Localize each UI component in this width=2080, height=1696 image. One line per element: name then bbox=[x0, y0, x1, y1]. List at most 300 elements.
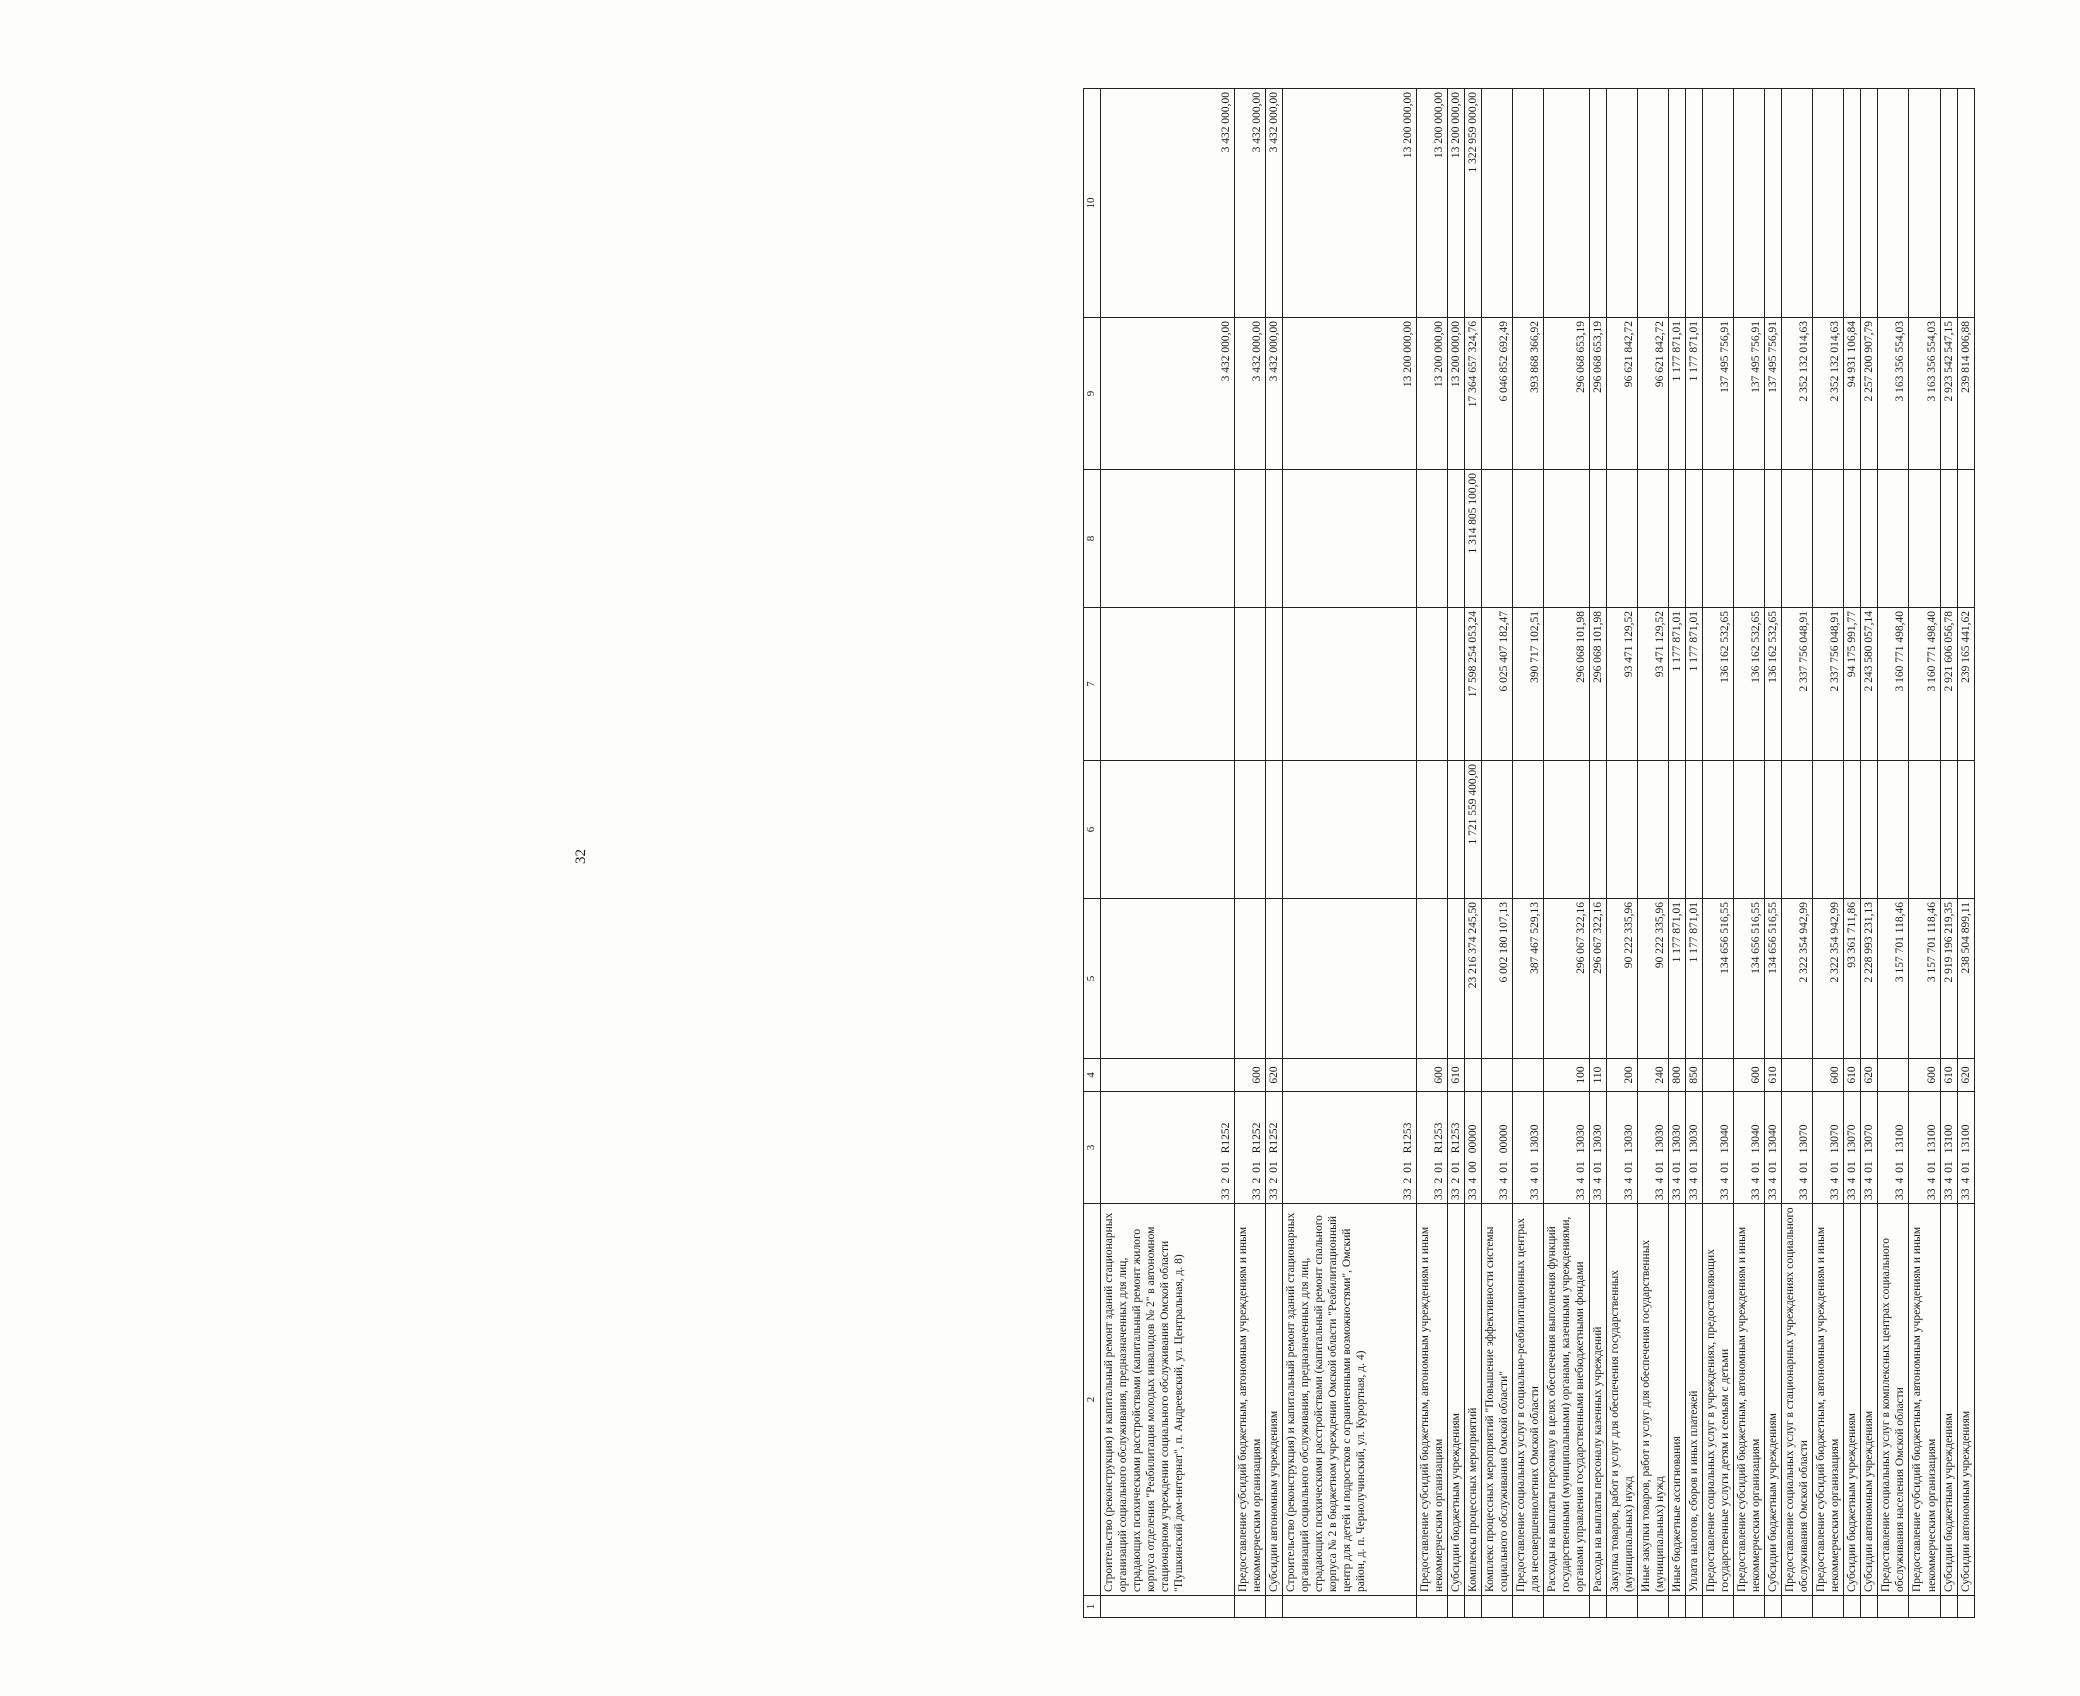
table-row bbox=[1607, 89, 1638, 1618]
amount-col10-cell bbox=[1782, 89, 1813, 318]
code-part-c4: 13100 bbox=[1959, 1124, 1972, 1154]
code-part-c3: 01 bbox=[1575, 1161, 1588, 1173]
table-row bbox=[1417, 89, 1448, 1618]
code-part-c2: 2 bbox=[1219, 1177, 1232, 1184]
amount-col7-cell: 3 160 771 498,40 bbox=[1878, 608, 1909, 761]
amount-col6-cell bbox=[1782, 761, 1813, 899]
expense-type-cell: 100 bbox=[1544, 1059, 1590, 1092]
code-parts bbox=[1687, 1095, 1701, 1200]
budget-table bbox=[1083, 88, 1975, 1618]
table-row bbox=[1940, 89, 1957, 1618]
amount-col9-cell: 96 621 842,72 bbox=[1607, 318, 1638, 470]
row-number-cell bbox=[1957, 1596, 1974, 1618]
code-parts bbox=[1766, 1095, 1780, 1200]
amount-col8-cell bbox=[1417, 470, 1448, 608]
code-part-c1: 33 bbox=[1959, 1188, 1972, 1200]
code-part-c2: 4 bbox=[1959, 1177, 1972, 1184]
row-number-cell bbox=[1417, 1596, 1448, 1618]
code-part-c2: 4 bbox=[1829, 1177, 1842, 1184]
amount-col6-cell bbox=[1669, 761, 1686, 899]
budget-code-cell bbox=[1686, 1092, 1703, 1204]
code-part-c4: R1253 bbox=[1402, 1122, 1415, 1154]
amount-col5-cell: 387 467 529,13 bbox=[1513, 899, 1544, 1059]
amount-col7-cell: 136 162 532,65 bbox=[1765, 608, 1782, 761]
budget-code-cell bbox=[1844, 1092, 1861, 1204]
amount-col9-cell: 2 352 132 014,63 bbox=[1782, 318, 1813, 470]
code-part-c1: 33 bbox=[1767, 1188, 1780, 1200]
table-body bbox=[1101, 89, 1975, 1618]
row-number-cell bbox=[1544, 1596, 1590, 1618]
code-part-c4: R1253 bbox=[1433, 1122, 1446, 1154]
amount-col10-cell bbox=[1813, 89, 1844, 318]
amount-col8-cell bbox=[1283, 470, 1417, 608]
amount-col8-cell bbox=[1878, 470, 1909, 608]
amount-col5-cell bbox=[1417, 899, 1448, 1059]
code-part-c1: 33 bbox=[1863, 1188, 1876, 1200]
amount-col7-cell bbox=[1266, 608, 1283, 761]
header-cell: 4 bbox=[1084, 1059, 1101, 1092]
table-row bbox=[1590, 89, 1607, 1618]
amount-col6-cell bbox=[1607, 761, 1638, 899]
amount-col7-cell bbox=[1235, 608, 1266, 761]
amount-col10-cell bbox=[1607, 89, 1638, 318]
item-name-cell: Предоставление социальных услуг в учреждениях, предоставляющих государственные услуги детям и семьям с детьми bbox=[1703, 1204, 1734, 1596]
amount-col10-cell bbox=[1940, 89, 1957, 318]
header-cell: 8 bbox=[1084, 470, 1101, 608]
amount-col7-cell: 1 177 871,01 bbox=[1669, 608, 1686, 761]
amount-col9-cell: 17 364 657 324,76 bbox=[1465, 318, 1482, 470]
code-part-c3: 01 bbox=[1863, 1161, 1876, 1173]
code-part-c2: 2 bbox=[1433, 1177, 1446, 1184]
amount-col7-cell: 1 177 871,01 bbox=[1686, 608, 1703, 761]
amount-col6-cell bbox=[1283, 761, 1417, 899]
table-row bbox=[1283, 89, 1417, 1618]
code-parts bbox=[1401, 1095, 1415, 1200]
budget-code-cell bbox=[1782, 1092, 1813, 1204]
amount-col9-cell: 3 163 356 554,03 bbox=[1878, 318, 1909, 470]
amount-col8-cell bbox=[1235, 470, 1266, 608]
row-number-cell bbox=[1844, 1596, 1861, 1618]
amount-col7-cell: 2 921 606 056,78 bbox=[1940, 608, 1957, 761]
code-parts bbox=[1574, 1095, 1588, 1200]
amount-col6-cell bbox=[1765, 761, 1782, 899]
item-name-cell: Расходы на выплаты персоналу казенных учреждений bbox=[1590, 1204, 1607, 1596]
amount-col5-cell: 3 157 701 118,46 bbox=[1878, 899, 1909, 1059]
header-cell: 2 bbox=[1084, 1204, 1101, 1596]
code-part-c4: R1252 bbox=[1219, 1122, 1232, 1154]
table-row bbox=[1703, 89, 1734, 1618]
amount-col6-cell bbox=[1482, 761, 1513, 899]
budget-code-cell bbox=[1513, 1092, 1544, 1204]
table-row bbox=[1686, 89, 1703, 1618]
amount-col7-cell: 2 337 756 048,91 bbox=[1782, 608, 1813, 761]
code-part-c4: 00000 bbox=[1498, 1124, 1511, 1154]
row-number-cell bbox=[1590, 1596, 1607, 1618]
budget-code-cell bbox=[1417, 1092, 1448, 1204]
table-row bbox=[1878, 89, 1909, 1618]
budget-code-cell bbox=[1909, 1092, 1940, 1204]
code-part-c4: 13070 bbox=[1798, 1124, 1811, 1154]
amount-col10-cell bbox=[1590, 89, 1607, 318]
amount-col7-cell bbox=[1101, 608, 1235, 761]
code-part-c4: 13100 bbox=[1925, 1124, 1938, 1154]
expense-type-cell: 800 bbox=[1669, 1059, 1686, 1092]
amount-col6-cell bbox=[1638, 761, 1669, 899]
amount-col5-cell: 2 322 354 942,99 bbox=[1782, 899, 1813, 1059]
amount-col5-cell bbox=[1283, 899, 1417, 1059]
item-name-cell: Строительство (реконструкция) и капитальный ремонт зданий стационарных организаций социального обслуживания, предназначенных для лиц, страдающих психическими расстройствами (капитальный ремонт жилого корпуса отделения "Реабилитация молодых инвалидов № 2" в автономном стационарном учреждении социального обслуживания Омской области "Пушкинский дом-интернат", п. Андреевский, ул. Центральная, д. 8) bbox=[1101, 1204, 1235, 1596]
code-part-c1: 33 bbox=[1402, 1188, 1415, 1200]
row-number-cell bbox=[1813, 1596, 1844, 1618]
amount-col8-cell bbox=[1703, 470, 1734, 608]
code-part-c2: 2 bbox=[1402, 1177, 1415, 1184]
code-part-c2: 2 bbox=[1251, 1177, 1264, 1184]
amount-col9-cell: 137 495 756,91 bbox=[1734, 318, 1765, 470]
code-part-c3: 01 bbox=[1251, 1161, 1264, 1173]
amount-col8-cell bbox=[1909, 470, 1940, 608]
code-part-c3: 01 bbox=[1959, 1161, 1972, 1173]
code-parts bbox=[1497, 1095, 1511, 1200]
amount-col7-cell bbox=[1448, 608, 1465, 761]
amount-col7-cell: 390 717 102,51 bbox=[1513, 608, 1544, 761]
amount-col9-cell: 1 177 871,01 bbox=[1686, 318, 1703, 470]
item-name-cell: Субсидии бюджетным учреждениям bbox=[1448, 1204, 1465, 1596]
item-name-cell: Иные бюджетные ассигнования bbox=[1669, 1204, 1686, 1596]
code-part-c1: 33 bbox=[1671, 1188, 1684, 1200]
table-row bbox=[1861, 89, 1878, 1618]
amount-col7-cell: 296 068 101,98 bbox=[1590, 608, 1607, 761]
amount-col9-cell: 3 432 000,00 bbox=[1101, 318, 1235, 470]
amount-col6-cell bbox=[1909, 761, 1940, 899]
table-row bbox=[1266, 89, 1283, 1618]
row-number-cell bbox=[1283, 1596, 1417, 1618]
expense-type-cell: 600 bbox=[1235, 1059, 1266, 1092]
expense-type-cell: 610 bbox=[1844, 1059, 1861, 1092]
amount-col8-cell bbox=[1765, 470, 1782, 608]
amount-col5-cell: 134 656 516,55 bbox=[1765, 899, 1782, 1059]
amount-col8-cell bbox=[1544, 470, 1590, 608]
amount-col10-cell bbox=[1909, 89, 1940, 318]
code-part-c1: 33 bbox=[1623, 1188, 1636, 1200]
amount-col6-cell bbox=[1417, 761, 1448, 899]
code-part-c2: 4 bbox=[1467, 1177, 1480, 1184]
code-part-c3: 01 bbox=[1671, 1161, 1684, 1173]
item-name-cell: Субсидии автономным учреждениям bbox=[1266, 1204, 1283, 1596]
code-part-c2: 2 bbox=[1268, 1177, 1281, 1184]
code-part-c3: 00 bbox=[1467, 1161, 1480, 1173]
row-number-cell bbox=[1765, 1596, 1782, 1618]
item-name-cell: Субсидии бюджетным учреждениям bbox=[1765, 1204, 1782, 1596]
expense-type-cell: 620 bbox=[1861, 1059, 1878, 1092]
table-row bbox=[1465, 89, 1482, 1618]
amount-col10-cell bbox=[1734, 89, 1765, 318]
item-name-cell: Иные закупки товаров, работ и услуг для обеспечения государственных (муниципальных) нужд bbox=[1638, 1204, 1669, 1596]
row-number-cell bbox=[1607, 1596, 1638, 1618]
code-part-c4: 13100 bbox=[1942, 1124, 1955, 1154]
code-part-c4: 13030 bbox=[1671, 1124, 1684, 1154]
expense-type-cell: 600 bbox=[1734, 1059, 1765, 1092]
amount-col10-cell bbox=[1957, 89, 1974, 318]
amount-col7-cell: 2 243 580 057,14 bbox=[1861, 608, 1878, 761]
budget-code-cell bbox=[1607, 1092, 1638, 1204]
code-parts bbox=[1959, 1095, 1973, 1200]
amount-col6-cell bbox=[1686, 761, 1703, 899]
amount-col7-cell: 296 068 101,98 bbox=[1544, 608, 1590, 761]
amount-col8-cell bbox=[1482, 470, 1513, 608]
table-row bbox=[1638, 89, 1669, 1618]
code-parts bbox=[1591, 1095, 1605, 1200]
amount-col7-cell: 94 175 991,77 bbox=[1844, 608, 1861, 761]
item-name-cell: Субсидии бюджетным учреждениям bbox=[1844, 1204, 1861, 1596]
code-part-c3: 01 bbox=[1767, 1161, 1780, 1173]
amount-col8-cell bbox=[1669, 470, 1686, 608]
budget-code-cell bbox=[1590, 1092, 1607, 1204]
table-row bbox=[1844, 89, 1861, 1618]
code-part-c4: 13040 bbox=[1719, 1124, 1732, 1154]
code-part-c3: 01 bbox=[1925, 1161, 1938, 1173]
item-name-cell: Предоставление социальных услуг в комплексных центрах социального обслуживания населения Омской области bbox=[1878, 1204, 1909, 1596]
expense-type-cell bbox=[1101, 1059, 1235, 1092]
code-part-c1: 33 bbox=[1592, 1188, 1605, 1200]
code-part-c3: 01 bbox=[1450, 1161, 1463, 1173]
budget-code-cell bbox=[1813, 1092, 1844, 1204]
header-cell: 6 bbox=[1084, 761, 1101, 899]
expense-type-cell: 620 bbox=[1957, 1059, 1974, 1092]
budget-code-cell bbox=[1734, 1092, 1765, 1204]
code-part-c4: 13030 bbox=[1654, 1124, 1667, 1154]
table-row bbox=[1448, 89, 1465, 1618]
code-part-c2: 4 bbox=[1767, 1177, 1780, 1184]
code-parts bbox=[1862, 1095, 1876, 1200]
row-number-cell bbox=[1703, 1596, 1734, 1618]
amount-col5-cell bbox=[1266, 899, 1283, 1059]
amount-col6-cell bbox=[1878, 761, 1909, 899]
amount-col9-cell: 2 257 200 907,79 bbox=[1861, 318, 1878, 470]
amount-col10-cell: 13 200 000,00 bbox=[1417, 89, 1448, 318]
amount-col10-cell: 13 200 000,00 bbox=[1448, 89, 1465, 318]
code-part-c3: 01 bbox=[1719, 1161, 1732, 1173]
amount-col6-cell bbox=[1590, 761, 1607, 899]
amount-col10-cell bbox=[1544, 89, 1590, 318]
budget-code-cell bbox=[1101, 1092, 1235, 1204]
amount-col5-cell: 2 322 354 942,99 bbox=[1813, 899, 1844, 1059]
code-parts bbox=[1845, 1095, 1859, 1200]
amount-col6-cell bbox=[1861, 761, 1878, 899]
item-name-cell: Предоставление субсидий бюджетным, автономным учреждениям и иным некоммерческим организациям bbox=[1813, 1204, 1844, 1596]
amount-col8-cell bbox=[1590, 470, 1607, 608]
amount-col8-cell bbox=[1734, 470, 1765, 608]
amount-col7-cell: 3 160 771 498,40 bbox=[1909, 608, 1940, 761]
expense-type-cell: 110 bbox=[1590, 1059, 1607, 1092]
amount-col8-cell bbox=[1844, 470, 1861, 608]
amount-col9-cell: 2 352 132 014,63 bbox=[1813, 318, 1844, 470]
code-parts bbox=[1622, 1095, 1636, 1200]
row-number-cell bbox=[1686, 1596, 1703, 1618]
budget-code-cell bbox=[1957, 1092, 1974, 1204]
budget-code-cell bbox=[1482, 1092, 1513, 1204]
amount-col8-cell bbox=[1861, 470, 1878, 608]
amount-col5-cell: 134 656 516,55 bbox=[1734, 899, 1765, 1059]
amount-col9-cell: 296 068 653,19 bbox=[1544, 318, 1590, 470]
item-name-cell: Строительство (реконструкция) и капитальный ремонт зданий стационарных организаций социального обслуживания, предназначенных для лиц, страдающих психическими расстройствами (капитальный ремонт спального корпуса № 2 в бюджетном учреждении Омской области "Реабилитационный центр для детей и подростков с ограниченными возможностями", Омский район, д. п. Чернолучинский, ул. Курортная, д. 4) bbox=[1283, 1204, 1417, 1596]
expense-type-cell bbox=[1513, 1059, 1544, 1092]
code-part-c1: 33 bbox=[1925, 1188, 1938, 1200]
budget-code-cell bbox=[1878, 1092, 1909, 1204]
row-number-cell bbox=[1465, 1596, 1482, 1618]
row-number-cell bbox=[1878, 1596, 1909, 1618]
header-cell: 5 bbox=[1084, 899, 1101, 1059]
amount-col5-cell: 238 504 899,11 bbox=[1957, 899, 1974, 1059]
code-part-c2: 4 bbox=[1671, 1177, 1684, 1184]
row-number-cell bbox=[1909, 1596, 1940, 1618]
row-number-cell bbox=[1782, 1596, 1813, 1618]
row-number-cell bbox=[1669, 1596, 1686, 1618]
code-part-c3: 01 bbox=[1623, 1161, 1636, 1173]
code-part-c1: 33 bbox=[1894, 1188, 1907, 1200]
item-name-cell: Комплексы процессных мероприятий bbox=[1465, 1204, 1482, 1596]
budget-code-cell bbox=[1765, 1092, 1782, 1204]
amount-col6-cell bbox=[1957, 761, 1974, 899]
amount-col8-cell bbox=[1448, 470, 1465, 608]
code-part-c4: 13100 bbox=[1894, 1124, 1907, 1154]
expense-type-cell: 850 bbox=[1686, 1059, 1703, 1092]
table-row bbox=[1669, 89, 1686, 1618]
code-part-c1: 33 bbox=[1219, 1188, 1232, 1200]
amount-col8-cell bbox=[1607, 470, 1638, 608]
code-part-c2: 4 bbox=[1623, 1177, 1636, 1184]
code-part-c3: 01 bbox=[1268, 1161, 1281, 1173]
amount-col6-cell bbox=[1266, 761, 1283, 899]
expense-type-cell: 240 bbox=[1638, 1059, 1669, 1092]
amount-col9-cell: 137 495 756,91 bbox=[1765, 318, 1782, 470]
amount-col5-cell: 1 177 871,01 bbox=[1686, 899, 1703, 1059]
amount-col7-cell bbox=[1417, 608, 1448, 761]
amount-col7-cell: 93 471 129,52 bbox=[1607, 608, 1638, 761]
amount-col7-cell: 136 162 532,65 bbox=[1703, 608, 1734, 761]
amount-col5-cell bbox=[1101, 899, 1235, 1059]
amount-col7-cell: 93 471 129,52 bbox=[1638, 608, 1669, 761]
header-row bbox=[1084, 89, 1101, 1618]
amount-col9-cell: 296 068 653,19 bbox=[1590, 318, 1607, 470]
amount-col10-cell bbox=[1482, 89, 1513, 318]
amount-col9-cell: 96 621 842,72 bbox=[1638, 318, 1669, 470]
amount-col6-cell bbox=[1734, 761, 1765, 899]
code-part-c1: 33 bbox=[1575, 1188, 1588, 1200]
code-parts bbox=[1267, 1095, 1281, 1200]
amount-col10-cell: 3 432 000,00 bbox=[1235, 89, 1266, 318]
amount-col8-cell bbox=[1686, 470, 1703, 608]
amount-col8-cell bbox=[1957, 470, 1974, 608]
table-row bbox=[1101, 89, 1235, 1618]
amount-col10-cell bbox=[1669, 89, 1686, 318]
amount-col9-cell: 13 200 000,00 bbox=[1283, 318, 1417, 470]
code-part-c3: 01 bbox=[1529, 1161, 1542, 1173]
code-part-c2: 4 bbox=[1575, 1177, 1588, 1184]
table-row bbox=[1909, 89, 1940, 1618]
amount-col9-cell: 3 432 000,00 bbox=[1266, 318, 1283, 470]
budget-code-cell bbox=[1703, 1092, 1734, 1204]
code-part-c2: 4 bbox=[1654, 1177, 1667, 1184]
amount-col6-cell bbox=[1844, 761, 1861, 899]
budget-code-cell bbox=[1638, 1092, 1669, 1204]
amount-col8-cell bbox=[1940, 470, 1957, 608]
code-part-c3: 01 bbox=[1942, 1161, 1955, 1173]
code-part-c1: 33 bbox=[1498, 1188, 1511, 1200]
code-part-c1: 33 bbox=[1433, 1188, 1446, 1200]
code-part-c2: 4 bbox=[1688, 1177, 1701, 1184]
code-part-c3: 01 bbox=[1402, 1161, 1415, 1173]
amount-col5-cell: 6 002 180 107,13 bbox=[1482, 899, 1513, 1059]
amount-col8-cell bbox=[1513, 470, 1544, 608]
item-name-cell: Предоставление социальных услуг в стационарных учреждениях социального обслуживания Омской области bbox=[1782, 1204, 1813, 1596]
header-cell: 3 bbox=[1084, 1092, 1101, 1204]
item-name-cell: Предоставление субсидий бюджетным, автономным учреждениям и иным некоммерческим организациям bbox=[1235, 1204, 1266, 1596]
row-number-cell bbox=[1638, 1596, 1669, 1618]
table-row bbox=[1482, 89, 1513, 1618]
table-row bbox=[1513, 89, 1544, 1618]
header-cell: 10 bbox=[1084, 89, 1101, 318]
code-part-c2: 4 bbox=[1798, 1177, 1811, 1184]
amount-col8-cell bbox=[1638, 470, 1669, 608]
expense-type-cell: 610 bbox=[1940, 1059, 1957, 1092]
code-parts bbox=[1718, 1095, 1732, 1200]
amount-col6-cell bbox=[1544, 761, 1590, 899]
amount-col10-cell: 3 432 000,00 bbox=[1101, 89, 1235, 318]
amount-col6-cell bbox=[1940, 761, 1957, 899]
code-part-c2: 4 bbox=[1942, 1177, 1955, 1184]
expense-type-cell bbox=[1782, 1059, 1813, 1092]
amount-col5-cell: 296 067 322,16 bbox=[1590, 899, 1607, 1059]
row-number-cell bbox=[1101, 1596, 1235, 1618]
budget-code-cell bbox=[1940, 1092, 1957, 1204]
row-number-cell bbox=[1448, 1596, 1465, 1618]
amount-col7-cell: 2 337 756 048,91 bbox=[1813, 608, 1844, 761]
amount-col7-cell: 6 025 407 182,47 bbox=[1482, 608, 1513, 761]
expense-type-cell bbox=[1283, 1059, 1417, 1092]
code-part-c2: 4 bbox=[1925, 1177, 1938, 1184]
amount-col7-cell: 17 598 254 053,24 bbox=[1465, 608, 1482, 761]
code-part-c3: 01 bbox=[1433, 1161, 1446, 1173]
code-parts bbox=[1942, 1095, 1956, 1200]
code-part-c1: 33 bbox=[1654, 1188, 1667, 1200]
code-part-c2: 4 bbox=[1750, 1177, 1763, 1184]
amount-col10-cell: 1 322 959 000,00 bbox=[1465, 89, 1482, 318]
amount-col10-cell bbox=[1638, 89, 1669, 318]
amount-col5-cell bbox=[1448, 899, 1465, 1059]
table-row bbox=[1765, 89, 1782, 1618]
amount-col9-cell: 1 177 871,01 bbox=[1669, 318, 1686, 470]
amount-col9-cell: 13 200 000,00 bbox=[1448, 318, 1465, 470]
amount-col6-cell bbox=[1235, 761, 1266, 899]
item-name-cell: Уплата налогов, сборов и иных платежей bbox=[1686, 1204, 1703, 1596]
code-parts bbox=[1432, 1095, 1446, 1200]
code-parts bbox=[1219, 1095, 1233, 1200]
amount-col10-cell bbox=[1861, 89, 1878, 318]
expense-type-cell: 620 bbox=[1266, 1059, 1283, 1092]
amount-col8-cell bbox=[1782, 470, 1813, 608]
budget-code-cell bbox=[1861, 1092, 1878, 1204]
amount-col9-cell: 13 200 000,00 bbox=[1417, 318, 1448, 470]
code-parts bbox=[1449, 1095, 1463, 1200]
expense-type-cell bbox=[1878, 1059, 1909, 1092]
amount-col9-cell: 3 163 356 554,03 bbox=[1909, 318, 1940, 470]
amount-col5-cell: 296 067 322,16 bbox=[1544, 899, 1590, 1059]
amount-col10-cell bbox=[1703, 89, 1734, 318]
code-part-c3: 01 bbox=[1846, 1161, 1859, 1173]
code-parts bbox=[1466, 1095, 1480, 1200]
amount-col10-cell bbox=[1844, 89, 1861, 318]
item-name-cell: Предоставление субсидий бюджетным, автономным учреждениям и иным некоммерческим организациям bbox=[1734, 1204, 1765, 1596]
